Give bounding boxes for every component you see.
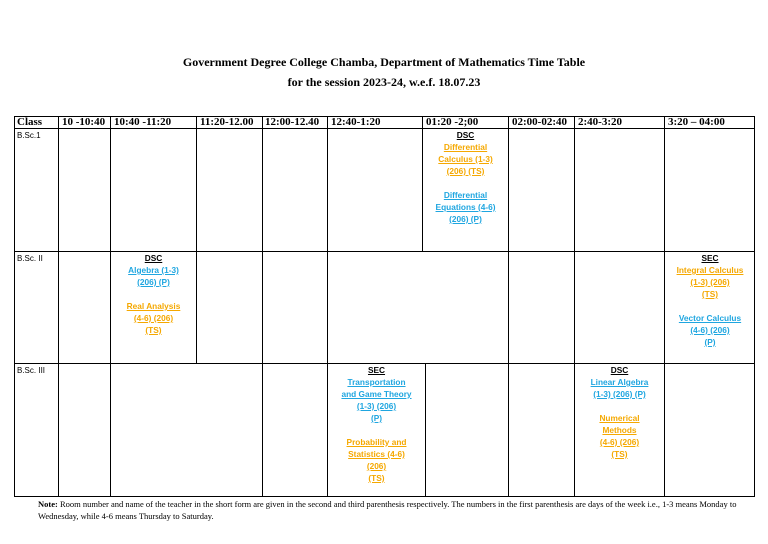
course-line: Statistics (4-6) — [348, 449, 405, 459]
page-subtitle: for the session 2023-24, w.e.f. 18.07.23 — [287, 75, 481, 89]
course-line: Transportation — [347, 377, 406, 387]
course-type-label: DSC — [456, 130, 475, 140]
course-line: Differential — [443, 190, 488, 200]
course-line: (4-6) (206) — [133, 313, 174, 323]
course-line: (4-6) (206) — [599, 437, 640, 447]
course-line: Linear Algebra — [590, 377, 649, 387]
course-line: Real Analysis — [126, 301, 181, 311]
course-type-label: DSC — [144, 253, 163, 263]
course-line: Numerical — [599, 413, 640, 423]
column-header-slot-8: 2:40-3:20 — [578, 116, 622, 128]
column-header-slot-2: 10:40 -11:20 — [114, 116, 172, 128]
column-header-slot-6: 01:20 -2;00 — [426, 116, 479, 128]
cell-bsc3-0240 — [575, 364, 664, 460]
course-line: and Game Theory — [341, 389, 412, 399]
course-line: Methods — [602, 425, 637, 435]
course-line: (1-3) (206) (P) — [593, 389, 646, 399]
course-line: (TS) — [701, 289, 719, 299]
page-title: Government Degree College Chamba, Department of Mathematics Time Table — [182, 55, 586, 69]
row-label-bsc1: B.Sc.1 — [17, 131, 41, 140]
course-line: Vector Calculus — [678, 313, 742, 323]
course-type-label: DSC — [610, 365, 629, 375]
course-line: Integral Calculus — [676, 265, 744, 275]
course-line: Calculus (1-3) — [438, 154, 493, 164]
course-line: (TS) — [145, 325, 162, 335]
course-line: Differential — [443, 142, 488, 152]
course-line: (TS) — [611, 449, 628, 459]
course-line: (TS) — [368, 473, 385, 483]
column-header-slot-3: 11:20-12.00 — [200, 116, 254, 128]
note-label: Note: — [38, 499, 58, 509]
course-type-label: SEC — [367, 365, 386, 375]
cell-bsc2-0320 — [665, 252, 755, 348]
cell-bsc2-1040 — [111, 252, 196, 336]
footnote — [38, 498, 738, 522]
course-type-label: SEC — [701, 253, 719, 263]
column-header-slot-7: 02:00-02:40 — [512, 116, 567, 128]
column-header-class: Class — [17, 116, 43, 128]
row-label-bsc3: B.Sc. III — [17, 366, 46, 375]
course-line: (1-3) (206) — [690, 277, 730, 287]
column-header-slot-5: 12:40-1:20 — [331, 116, 381, 128]
course-line: (206) (P) — [137, 277, 170, 287]
course-line: (206) — [366, 461, 387, 471]
course-line: (1-3) (206) — [356, 401, 397, 411]
row-label-bsc2: B.Sc. II — [17, 254, 43, 263]
column-header-slot-9: 3:20 – 04:00 — [668, 116, 725, 128]
course-line: (4-6) (206) — [690, 325, 730, 335]
course-line: Algebra (1-3) — [128, 265, 179, 275]
course-line: (P) — [370, 413, 383, 423]
course-line: (206) (TS) — [446, 166, 485, 176]
note-text: Room number and name of the teacher in the short form are given in the second and third parenthesis respectively. The numbers in the first parenthesis are days of the week i.e., 1-3 means Monday to Wednesday, while 4-6 means Thursday to Saturday. — [38, 499, 737, 521]
course-line: (206) (P) — [449, 214, 482, 224]
course-line: (P) — [704, 337, 716, 347]
column-header-slot-4: 12:00-12.40 — [265, 116, 320, 128]
cell-bsc3-1240 — [328, 364, 425, 484]
course-line: Equations (4-6) — [435, 202, 496, 212]
cell-bsc1-0120 — [423, 129, 508, 225]
column-header-slot-1: 10 -10:40 — [62, 116, 106, 128]
course-line: Probability and — [346, 437, 407, 447]
